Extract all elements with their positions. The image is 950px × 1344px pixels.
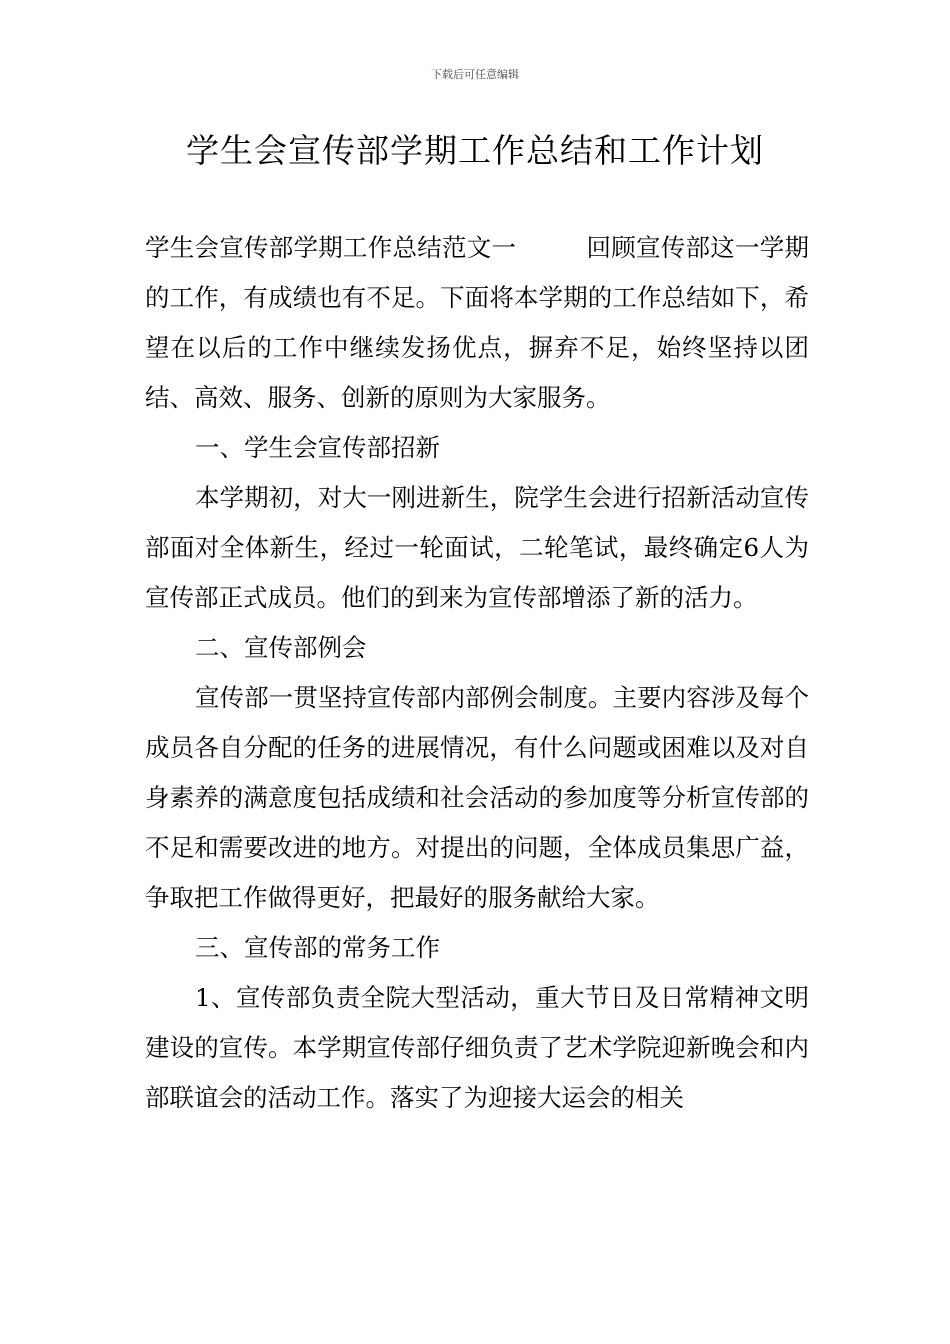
section-heading: 三、宣传部的常务工作 bbox=[195, 933, 440, 962]
intro-paragraph bbox=[145, 223, 809, 423]
intro-text: 回顾宣传部这一学期的工作，有成绩也有不足。下面将本学期的工作总结如下，希望在以后的工作中继续发扬优点，摒弃不足，始终坚持以团结、高效、服务、创新的原则为大家服务。 bbox=[145, 233, 809, 412]
section-heading: 二、宣传部例会 bbox=[195, 633, 367, 662]
document-title: 学生会宣传部学期工作总结和工作计划 bbox=[186, 131, 764, 170]
header-note: 下载后可任意编辑 bbox=[431, 68, 519, 81]
document-body bbox=[145, 223, 809, 1123]
intro-label: 学生会宣传部学期工作总结范文一 bbox=[145, 233, 517, 262]
section-heading: 一、学生会宣传部招新 bbox=[195, 433, 440, 462]
section-paragraph: 1、宣传部负责全院大型活动，重大节日及日常精神文明建设的宣传。本学期宣传部仔细负责了艺术学院迎新晚会和内部联谊会的活动工作。落实了为迎接大运会的相关 bbox=[145, 983, 809, 1112]
section-paragraph: 宣传部一贯坚持宣传部内部例会制度。主要内容涉及每个成员各自分配的任务的进展情况，有什么问题或困难以及对自身素养的满意度包括成绩和社会活动的参加度等分析宣传部的不足和需要改进的地方。对提出的问题，全体成员集思广益，争取把工作做得更好，把最好的服务献给大家。 bbox=[145, 683, 809, 912]
section-paragraph: 本学期初，对大一刚进新生，院学生会进行招新活动宣传部面对全体新生，经过一轮面试，二轮笔试，最终确定6人为宣传部正式成员。他们的到来为宣传部增添了新的活力。 bbox=[145, 483, 809, 612]
